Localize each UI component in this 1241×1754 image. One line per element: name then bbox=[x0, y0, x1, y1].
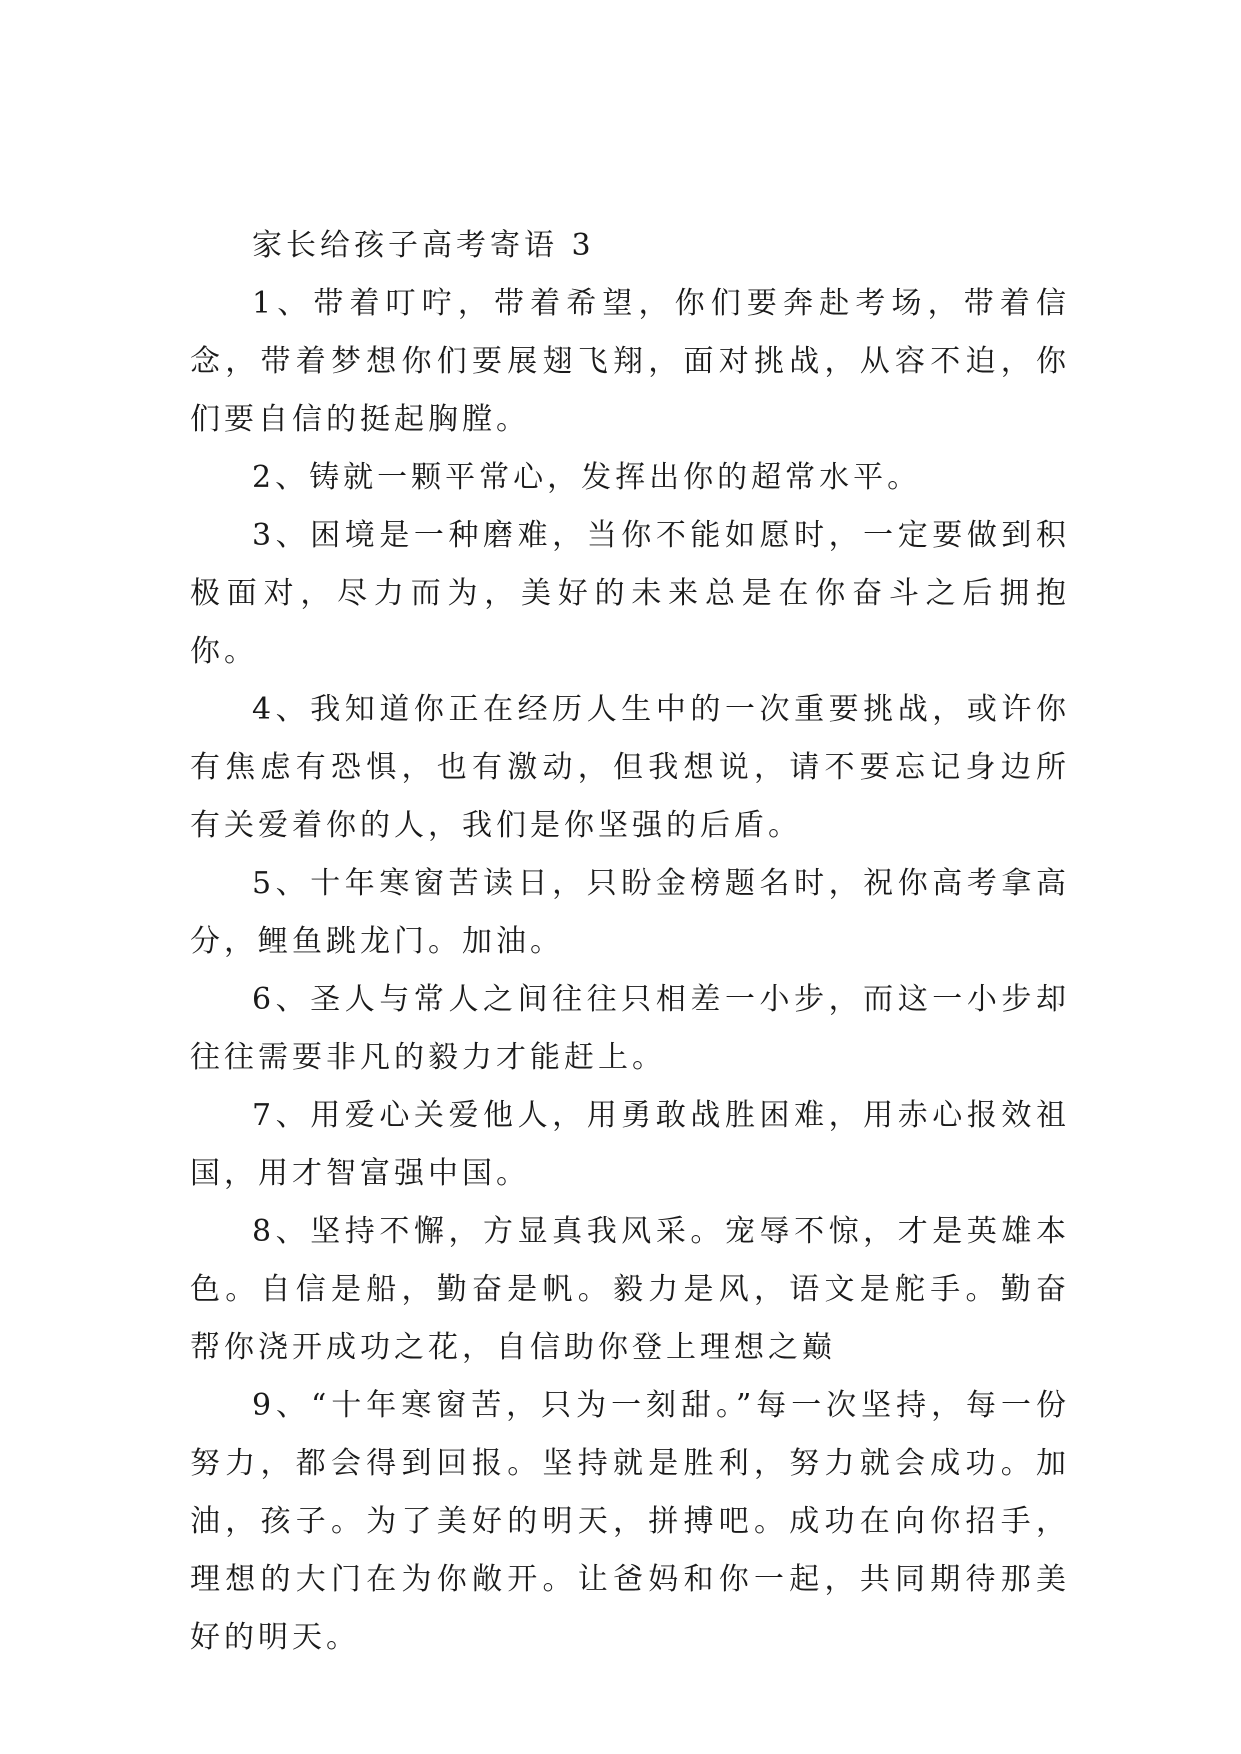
paragraph-6: 6、圣人与常人之间往往只相差一小步，而这一小步却往往需要非凡的毅力才能赶上。 bbox=[190, 982, 1070, 1075]
document-title: 家长给孩子高考寄语 3 bbox=[252, 228, 595, 263]
document-body bbox=[190, 217, 1070, 1667]
paragraph-5: 5、十年寒窗苦读日，只盼金榜题名时，祝你高考拿高分，鲤鱼跳龙门。加油。 bbox=[190, 866, 1070, 959]
paragraph-1: 1、带着叮咛，带着希望，你们要奔赴考场，带着信念，带着梦想你们要展翅飞翔，面对挑战，从容不迫，你们要自信的挺起胸膛。 bbox=[190, 286, 1070, 437]
paragraph-2: 2、铸就一颗平常心，发挥出你的超常水平。 bbox=[252, 460, 922, 495]
paragraph-3: 3、困境是一种磨难，当你不能如愿时，一定要做到积极面对，尽力而为，美好的未来总是在你奋斗之后拥抱你。 bbox=[190, 518, 1070, 669]
paragraph-8: 8、坚持不懈，方显真我风采。宠辱不惊，才是英雄本色。自信是船，勤奋是帆。毅力是风，语文是舵手。勤奋帮你浇开成功之花，自信助你登上理想之巅 bbox=[190, 1214, 1070, 1365]
paragraph-7: 7、用爱心关爱他人，用勇敢战胜困难，用赤心报效祖国，用才智富强中国。 bbox=[190, 1098, 1070, 1191]
paragraph-4: 4、我知道你正在经历人生中的一次重要挑战，或许你有焦虑有恐惧，也有激动，但我想说，请不要忘记身边所有关爱着你的人，我们是你坚强的后盾。 bbox=[190, 692, 1070, 843]
paragraph-9: 9、“十年寒窗苦，只为一刻甜。”每一次坚持，每一份努力，都会得到回报。坚持就是胜利，努力就会成功。加油，孩子。为了美好的明天，拼搏吧。成功在向你招手，理想的大门在为你敞开。让爸妈和你一起，共同期待那美好的明天。 bbox=[190, 1388, 1070, 1655]
